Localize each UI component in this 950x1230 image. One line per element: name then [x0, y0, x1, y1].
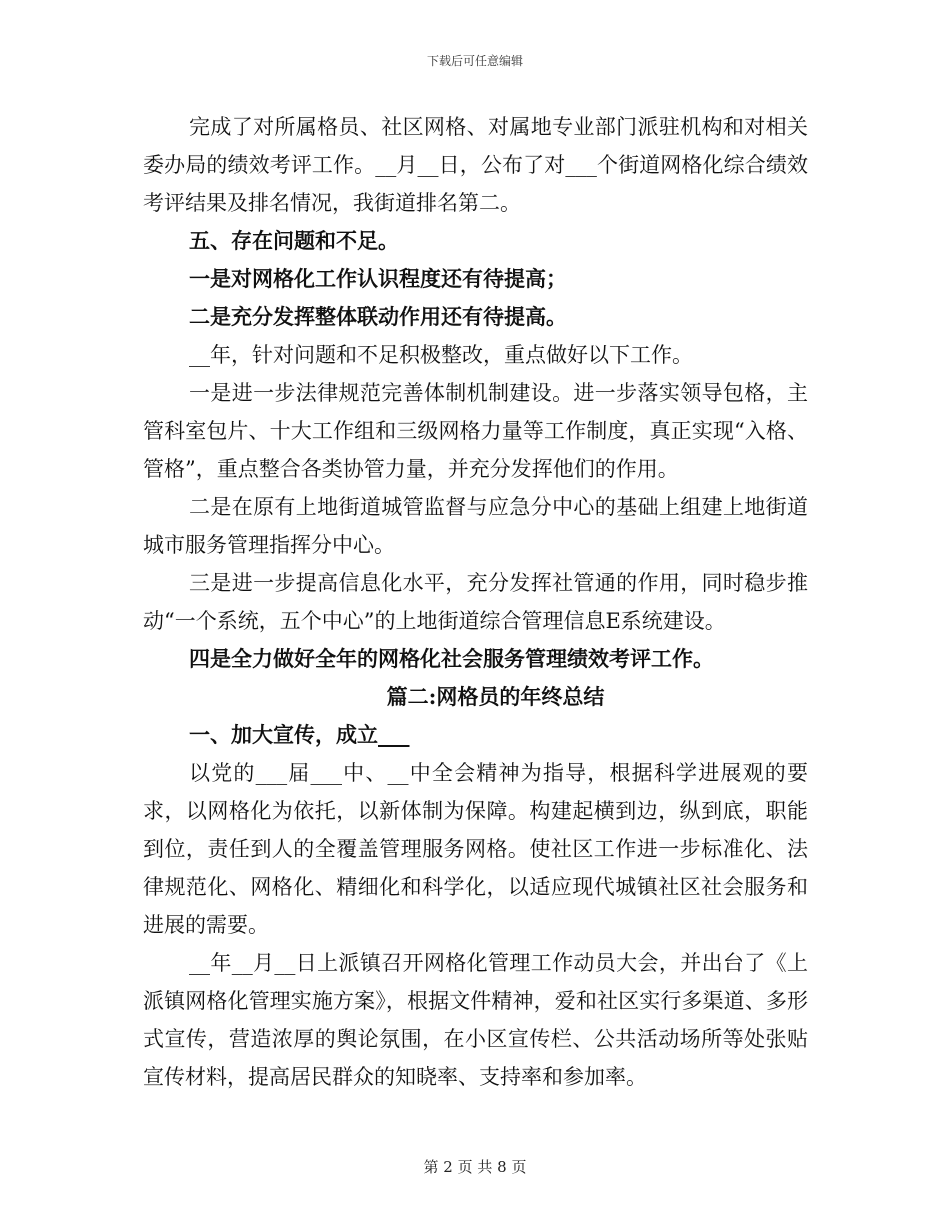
- document-body: [143, 108, 808, 1096]
- plan-item-4: 四是全力做好全年的网格化社会服务管理绩效考评工作。: [189, 646, 714, 671]
- page-number: 第 2 页 共 8 页: [423, 1158, 527, 1176]
- problem-item-1: 一是对网格化工作认识程度还有待提高；: [189, 266, 567, 291]
- plan-item-1: 一是进一步法律规范完善体制机制建设。进一步落实领导包格，主管科室包片、十大工作组和三级网格力量等工作制度，真正实现“入格、管格”，重点整合各类协管力量，并充分发挥他们的作用。: [143, 381, 808, 481]
- plan-item-3: 三是进一步提高信息化水平，充分发挥社管通的作用，同时稳步推动“一个系统，五个中心”的上地街道综合管理信息E系统建设。: [143, 571, 808, 633]
- section-heading-problems: 五、存在问题和不足。: [189, 228, 399, 253]
- paragraph-performance-review: 完成了对所属格员、社区网格、对属地专业部门派驻机构和对相关委办局的绩效考评工作。__月__日，公布了对___个街道网格化综合绩效考评结果及排名情况，我街道排名第二。: [143, 115, 808, 215]
- header-note: 下载后可任意编辑: [426, 54, 523, 68]
- paragraph-mobilization-meeting: __年__月__日上派镇召开网格化管理工作动员大会，并出台了《上派镇网格化管理实施方案》，根据文件精神，爱和社区实行多渠道、多形式宣传，营造浓厚的舆论氛围，在小区宣传栏、公共活动场所等处张贴宣传材料，提高居民群众的知晓率、支持率和参加率。: [143, 951, 808, 1089]
- plan-item-2: 二是在原有上地街道城管监督与应急分中心的基础上组建上地街道城市服务管理指挥分中心。: [143, 495, 808, 557]
- subsection-heading-publicity: 一、加大宣传，成立___: [189, 722, 410, 747]
- problem-item-2: 二是充分发挥整体联动作用还有待提高。: [189, 304, 567, 329]
- section-title-part-two: 篇二:网格员的年终总结: [386, 684, 605, 709]
- paragraph-plan-intro: __年，针对问题和不足积极整改，重点做好以下工作。: [189, 343, 693, 367]
- paragraph-guiding-principle: 以党的___届___中、__中全会精神为指导，根据科学进展观的要求，以网格化为依托，以新体制为保障。构建起横到边，纵到底，职能到位，责任到人的全覆盖管理服务网格。使社区工作进一步标准化、法律规范化、网格化、精细化和科学化，以适应现代城镇社区社会服务和进展的需要。: [143, 761, 808, 937]
